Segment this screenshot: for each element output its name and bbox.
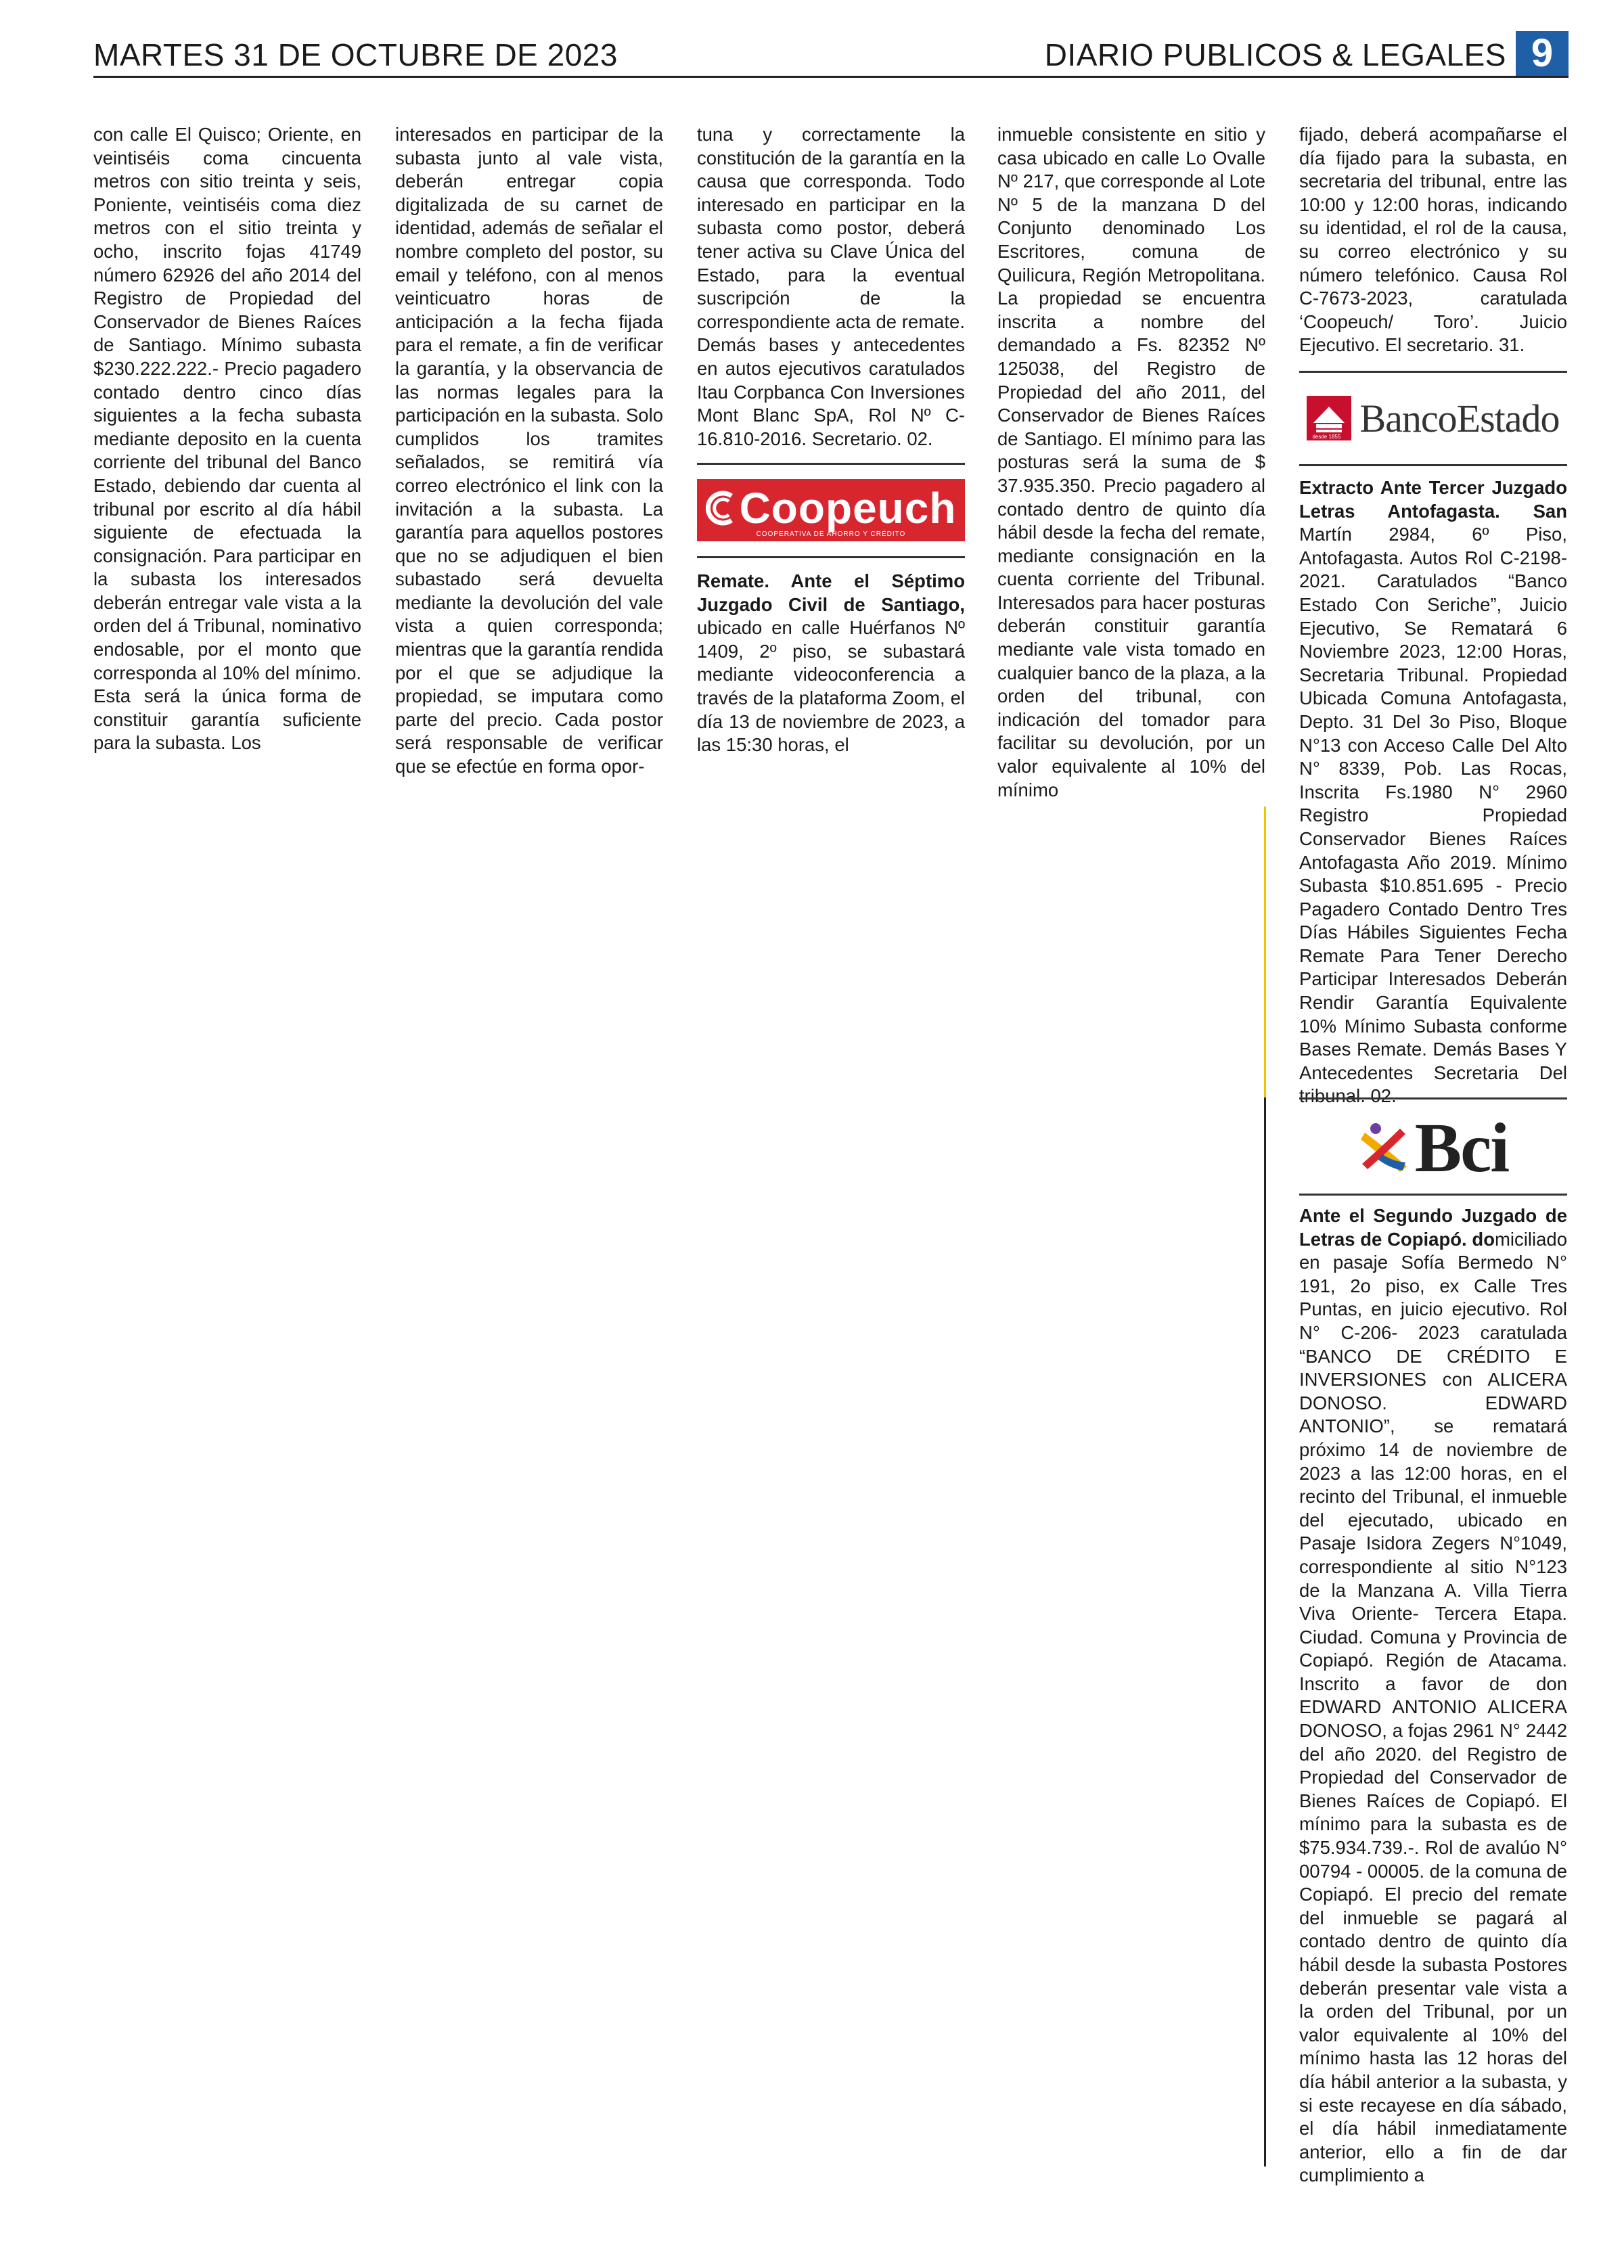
notice-heading: Ante el Segundo Juzgado de Letras de Copiapó. do bbox=[1299, 1205, 1567, 1250]
notice-text: miciliado en pasaje Sofía Bermedo N° 191, 2o piso, ex Calle Tres Puntas, en juicio ejecutivo. Rol N° C-206- 2023 caratulada “BANCO DE CRÉDITO E INVERSIONES con ALICERA DONOSO. EDWARD ANTONIO”, se rematará próximo 14 de noviembre de 2023 a las 12:00 horas, en el recinto del Tribunal, el inmueble del ejecutado, ubicado en Pasaje Isidora Zegers N°1049, correspondiente al sitio N°123 de la Manzana A. Villa Tierra Viva Oriente- Tercera Etapa. Ciudad. Comuna y Provincia de Copiapó. Región de Atacama. Inscrito a favor de don EDWARD ANTONIO ALICERA DONOSO, a fojas 2961 N° 2442 del año 2020. del Registro de Propiedad del Conservador de Bienes Raíces de Copiapó. El mínimo para la subasta es de $75.934.739.-. Rol de avalúo N° 00794 - 00005. de la comuna de Copiapó. El precio del remate del inmueble se pagará al contado dentro de quinto día hábil desde la subasta Postores deberán presentar vale vista a la orden del Tribunal, por un valor equivalente al 10% del mínimo hasta las 12 horas del día hábil anterior a la subasta, y si este recayese en día sábado, el día hábil inmediatamente anterior, ello a fin de dar cumplimiento a bbox=[1299, 1228, 1567, 2186]
column-5-notice-2 bbox=[1299, 476, 1567, 1108]
column-5 bbox=[1299, 123, 1567, 357]
coopeuch-logo bbox=[697, 479, 965, 541]
coopeuch-tagline: COOPERATIVA DE AHORRO Y CRÉDITO bbox=[756, 530, 906, 538]
column-5-notice-3 bbox=[1299, 1204, 1567, 2187]
bancoestado-mark-icon bbox=[1307, 396, 1351, 440]
issue-date: MARTES 31 DE OCTUBRE DE 2023 bbox=[93, 37, 618, 72]
column-1 bbox=[93, 123, 361, 755]
column-rule bbox=[1264, 1097, 1266, 2167]
page-number: 9 bbox=[1516, 31, 1569, 76]
divider bbox=[1299, 464, 1567, 466]
divider bbox=[697, 556, 965, 558]
divider bbox=[1299, 371, 1567, 373]
column-4 bbox=[997, 123, 1265, 802]
page-header bbox=[93, 31, 1569, 78]
divider bbox=[1299, 1097, 1567, 1099]
coopeuch-ring-icon bbox=[706, 491, 736, 526]
divider bbox=[697, 463, 965, 465]
coopeuch-wordmark: Coopeuch bbox=[739, 483, 957, 532]
notice-text: con calle El Quisco; Oriente, en veintiséis coma cincuenta metros con sitio treinta y seis, Poniente, veintiséis coma diez metros con el sitio treinta y ocho, inscrito fojas 41749 número 62926 del año 2014 del Registro de Propiedad del Conservador de Bienes Raíces de Santiago. Mínimo subasta $230.222.222.- Precio pagadero contado dentro cinco días siguientes a la fecha subasta mediante deposito en la cuenta corriente del tribunal del Banco Estado, debiendo dar cuenta al tribunal por escrito al día hábil siguiente de efectuada la consignación. Para participar en la subasta los interesados deberán entregar vale vista a la orden del á Tribunal, nominativo endosable, por el monto que corresponda al 10% del mínimo. Esta será la única forma de constituir garantía suficiente para la subasta. Los bbox=[93, 124, 361, 754]
bci-wordmark: Bci bbox=[1414, 1108, 1509, 1187]
divider bbox=[1299, 1194, 1567, 1196]
notice-text: interesados en participar de la subasta junto al vale vista, deberán entregar copia digitalizada de su carnet de identidad, además de señalar el nombre completo del postor, su email y teléfono, con al menos veinticuatro horas de anticipación a la fecha fijada para el remate, a fin de verificar la garantía, y la observancia de las normas legales para la participación en la subasta. Solo cumplidos los tramites señalados, se remitirá vía correo electrónico el link con la invitación a la subasta. La garantía para aquellos postores que no se adjudiquen el bien subastado será devuelta mediante la devolución del vale vista a quien corresponda; mientras que la garantía rendida por el que se adjudique la propiedad, se imputara como parte del precio. Cada postor será responsable de verificar que se efectúe en forma opor- bbox=[395, 124, 663, 777]
notice-heading: Remate. Ante el Séptimo Juzgado Civil de Santiago, bbox=[697, 570, 965, 615]
column-3-notice-2 bbox=[697, 570, 965, 757]
notice-text: ubicado en calle Huérfanos Nº 1409, 2º piso, se subastará mediante videoconferencia a través de la plataforma Zoom, el día 13 de noviembre de 2023, a las 15:30 horas, el bbox=[697, 617, 965, 756]
bci-mark-icon bbox=[1358, 1119, 1415, 1176]
bci-logo bbox=[1299, 1110, 1567, 1185]
accent-rule bbox=[1264, 807, 1266, 1097]
publication-name: DIARIO PUBLICOS & LEGALES bbox=[1044, 37, 1506, 72]
column-3 bbox=[697, 123, 965, 451]
bancoestado-wordmark: BancoEstado bbox=[1359, 396, 1560, 440]
column-2 bbox=[395, 123, 663, 779]
bancoestado-since: desde 1855 bbox=[1312, 434, 1341, 440]
bancoestado-logo bbox=[1299, 386, 1567, 451]
notice-heading: Extracto Ante Tercer Juzgado Letras Antofagasta. San bbox=[1299, 477, 1567, 522]
notice-text: tuna y correctamente la constitución de la garantía en la causa que corresponda. Todo interesado en participar en la subasta como postor, deberá tener activa su Clave Única del Estado, para la eventual suscripción de la correspondiente acta de remate. Demás bases y antecedentes en autos ejecutivos caratulados Itau Corpbanca Con Inversiones Mont Blanc SpA, Rol Nº C-16.810-2016. Secretario. 02. bbox=[697, 124, 965, 449]
notice-text: fijado, deberá acompañarse el día fijado para la subasta, en secretaria del tribunal, entre las 10:00 y 12:00 horas, indicando su identidad, el rol de la causa, su correo electrónico y su número telefónico. Causa Rol C-7673-2023, caratulada ‘Coopeuch/ Toro’. Juicio Ejecutivo. El secretario. 31. bbox=[1299, 124, 1567, 356]
notice-text: Martín 2984, 6º Piso, Antofagasta. Autos Rol C-2198-2021. Caratulados “Banco Estado Con Seriche”, Juicio Ejecutivo, Se Rematará 6 Noviembre 2023, 12:00 Horas, Secretaria Tribunal. Propiedad Ubicada Comuna Antofagasta, Depto. 31 Del 3o Piso, Bloque N°13 con Acceso Calle Del Alto N° 8339, Pob. Las Rocas, Inscrita Fs.1980 N° 2960 Registro Propiedad Conservador Bienes Raíces Antofagasta Año 2019. Mínimo Subasta $10.851.695 - Precio Pagadero Contado Dentro Tres Días Hábiles Siguientes Fecha Remate Para Tener Derecho Participar Interesados Deberán Rendir Garantía Equivalente 10% Mínimo Subasta conforme Bases Remate. Demás Bases Y Antecedentes Secretaria Del tribunal. 02. bbox=[1299, 524, 1567, 1107]
notice-text: inmueble consistente en sitio y casa ubicado en calle Lo Ovalle Nº 217, que corresponde al Lote Nº 5 de la manzana D del Conjunto denominado Los Escritores, comuna de Quilicura, Región Metropolitana. La propiedad se encuentra inscrita a nombre del demandado a Fs. 82352 Nº 125038, del Registro de Propiedad del año 2011, del Conservador de Bienes Raíces de Santiago. El mínimo para las posturas será la suma de $ 37.935.350. Precio pagadero al contado dentro de quinto día hábil desde la fecha del remate, mediante consignación en la cuenta corriente del Tribunal. Interesados para hacer posturas deberán constituir garantía mediante vale vista tomado en cualquier banco de la plaza, a la orden del tribunal, con indicación del tomador para facilitar su devolución, por un valor equivalente al 10% del mínimo bbox=[997, 124, 1265, 800]
